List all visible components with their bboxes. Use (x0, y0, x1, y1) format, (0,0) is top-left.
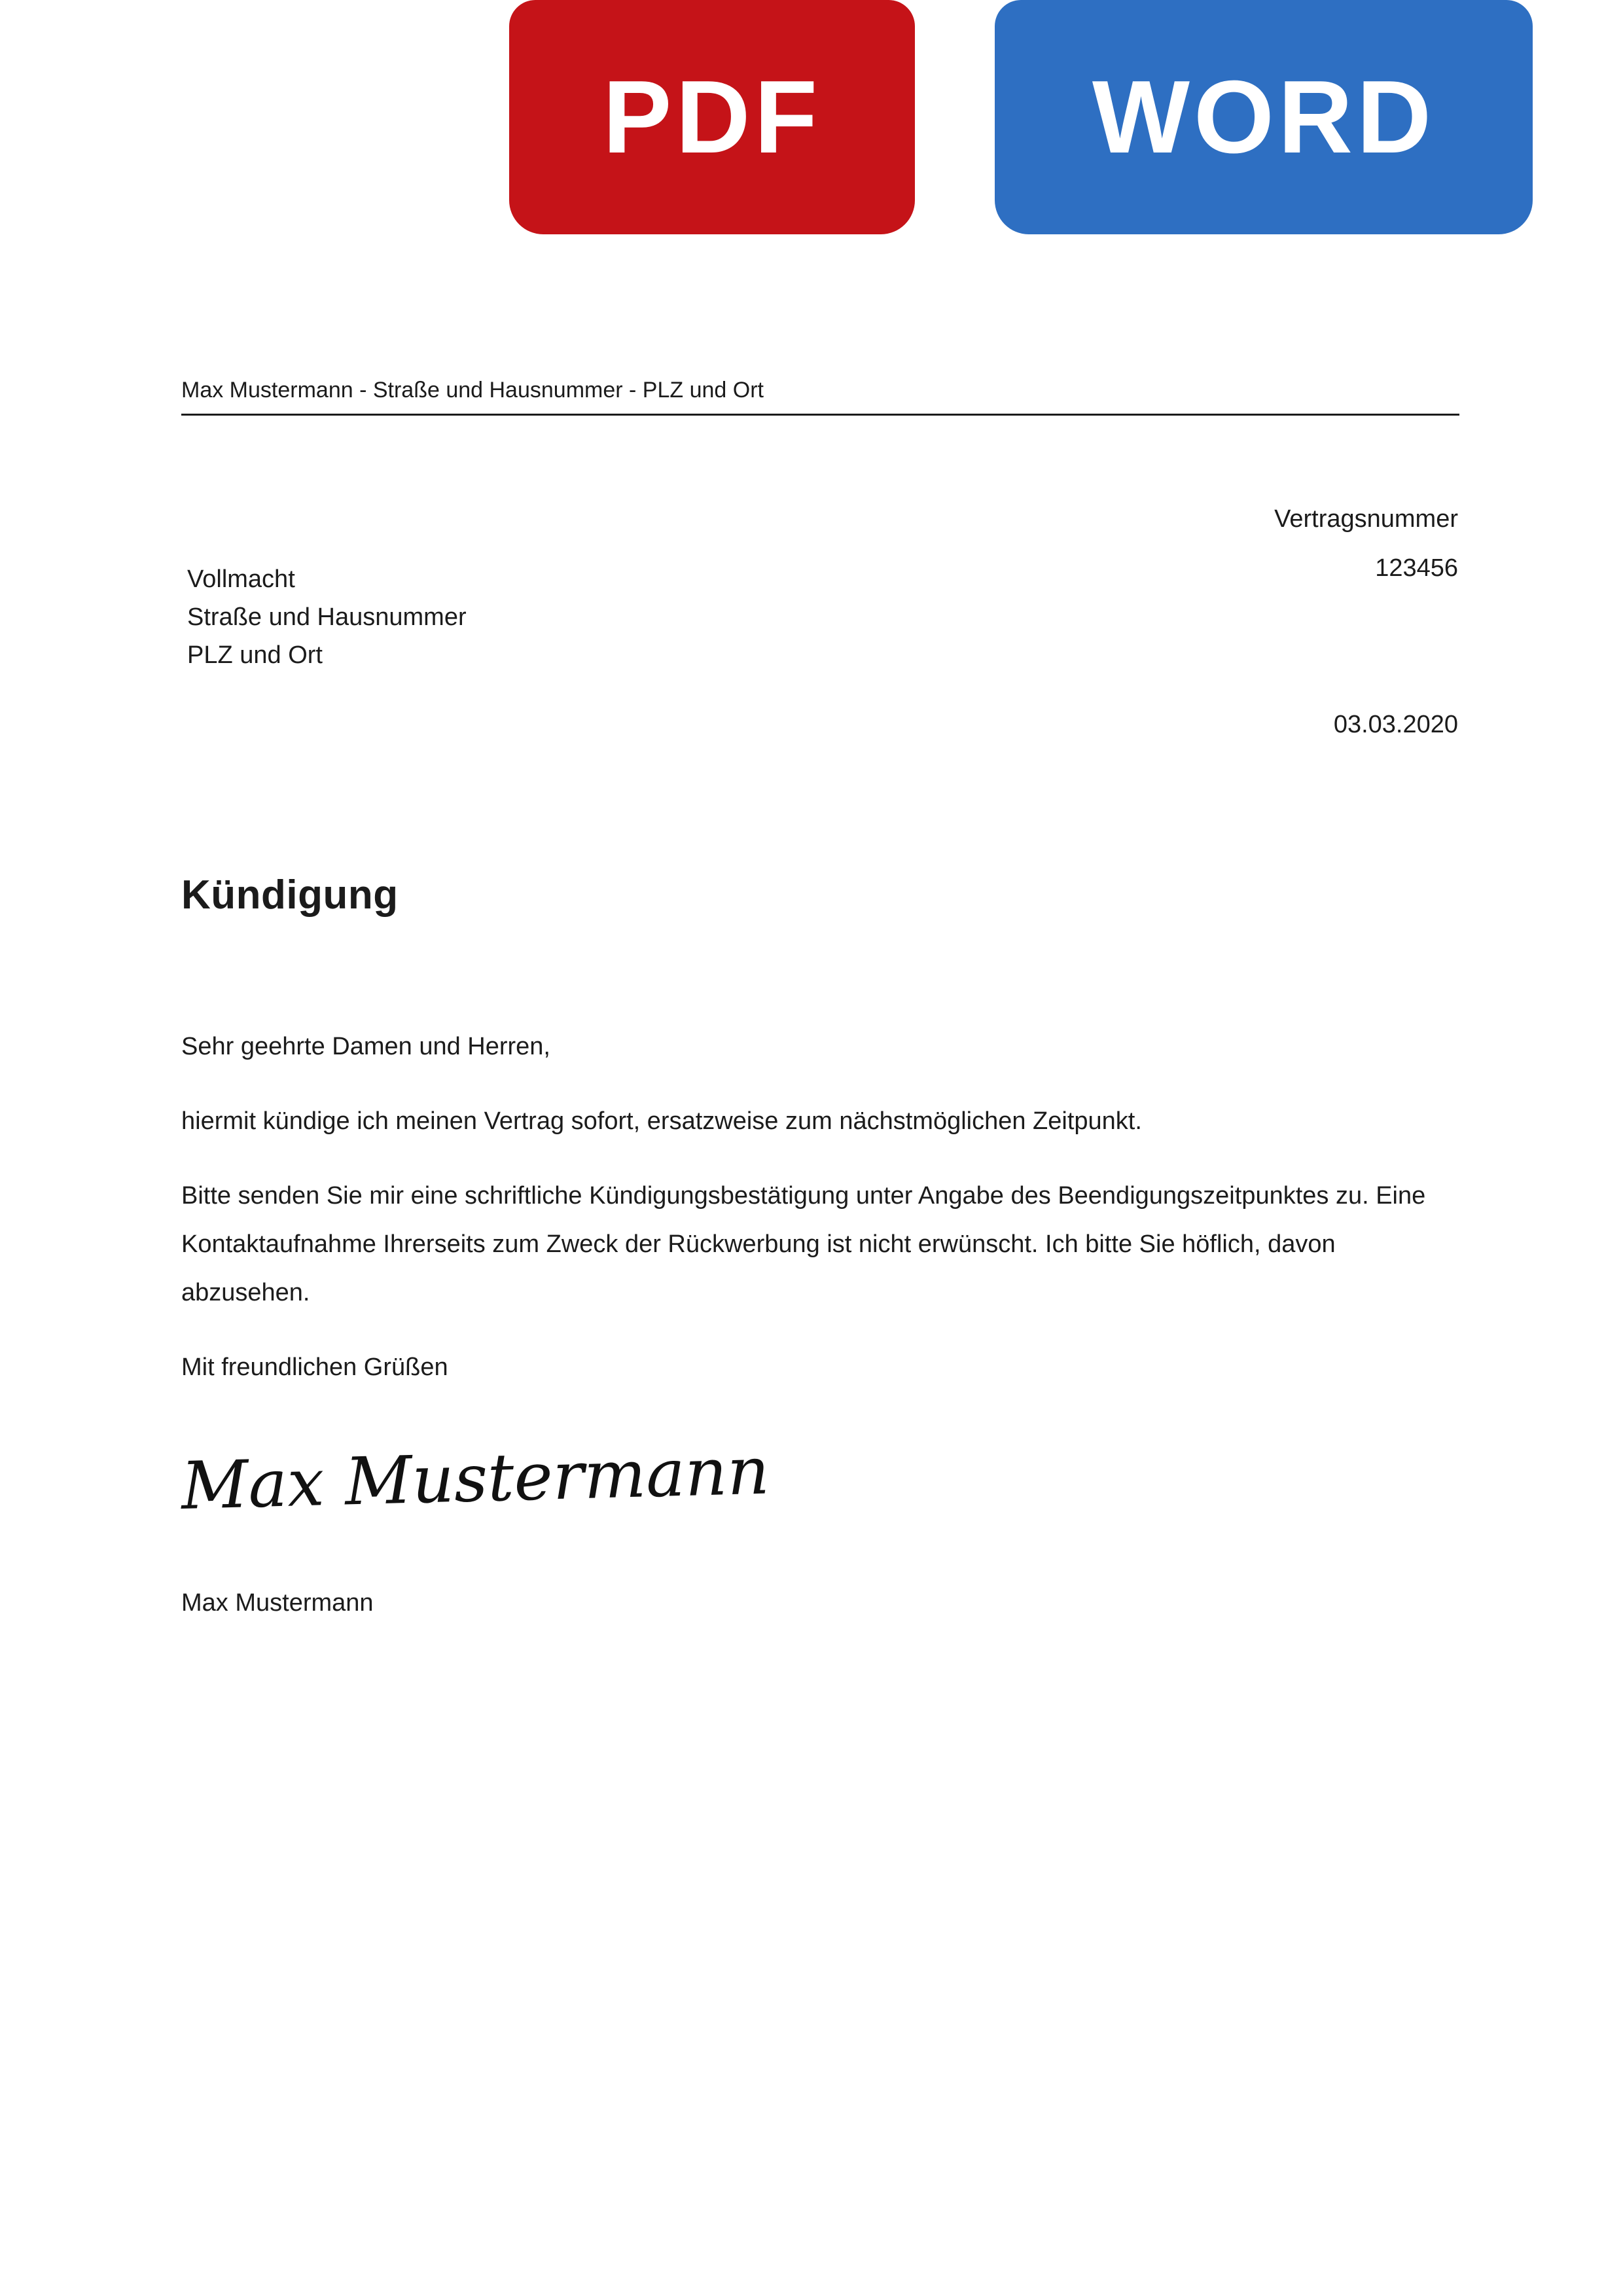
letter-body (181, 1022, 1457, 1418)
signer-name: Max Mustermann (181, 1589, 374, 1617)
word-download-badge[interactable] (995, 0, 1533, 234)
body-paragraph-2: Bitte senden Sie mir eine schriftliche Kündigungsbestätigung unter Angabe des Beendigungszeitpunktes zu. Eine Kontaktaufnahme Ihrerseits zum Zweck der Rückwerbung ist nicht erwünscht. Ich bitte Sie höflich, davon abzusehen. (181, 1182, 1426, 1307)
word-badge-label: WORD (1092, 59, 1436, 175)
recipient-address-block (187, 560, 467, 674)
contract-number-label: Vertragsnummer (1274, 505, 1458, 533)
salutation: Sehr geehrte Damen und Herren, (181, 1033, 550, 1060)
recipient-city: PLZ und Ort (187, 641, 323, 669)
sender-return-address: Max Mustermann - Straße und Hausnummer - PLZ und Ort (181, 376, 1459, 416)
pdf-badge-label: PDF (603, 59, 821, 175)
reference-block (1274, 505, 1458, 583)
contract-number-value: 123456 (1375, 554, 1458, 582)
closing-phrase: Mit freundlichen Grüßen (181, 1354, 448, 1382)
body-paragraph-1: hiermit kündige ich meinen Vertrag sofort, ersatzweise zum nächstmöglichen Zeitpunkt. (181, 1107, 1142, 1136)
handwritten-signature: Max Mustermann (180, 1432, 770, 1524)
recipient-street: Straße und Hausnummer (187, 603, 467, 631)
letter-date: 03.03.2020 (1333, 711, 1458, 738)
pdf-download-badge[interactable] (509, 0, 915, 234)
recipient-name: Vollmacht (187, 565, 295, 593)
subject-heading: Kündigung (181, 872, 399, 918)
